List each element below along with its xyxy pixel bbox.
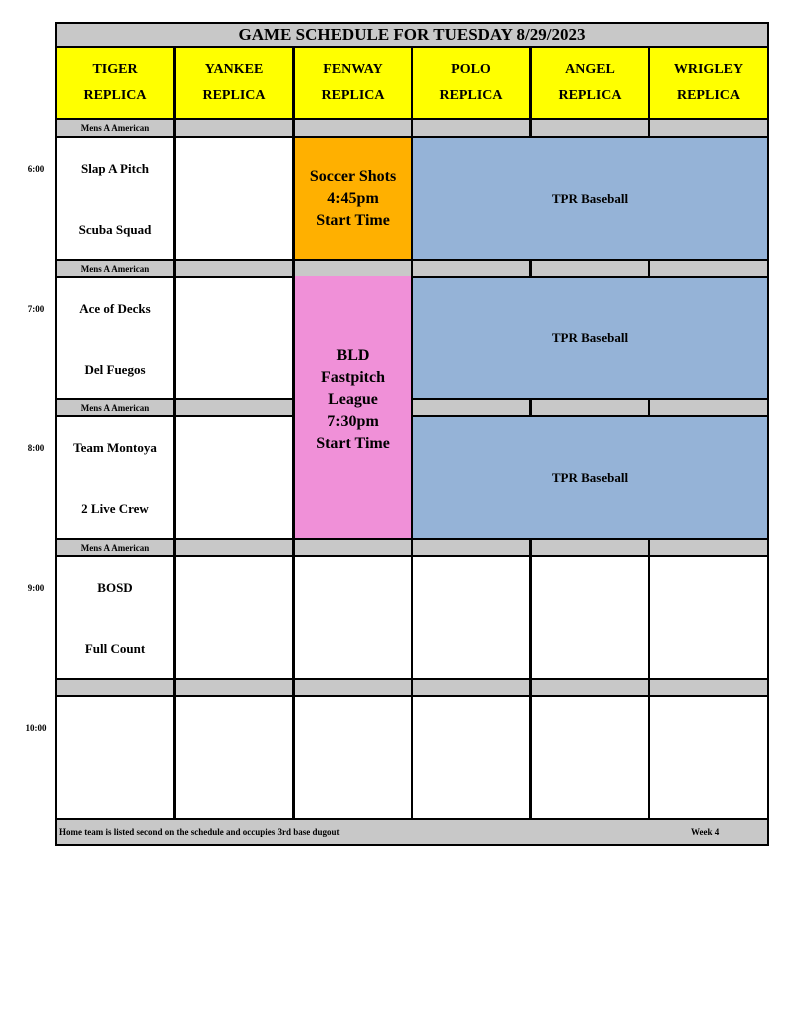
soccer-shots-block <box>295 138 411 259</box>
week-label: Week 4 <box>691 827 720 837</box>
reservation-line: Start Time <box>316 434 390 452</box>
empty-cell <box>176 697 292 818</box>
empty-cell <box>176 278 292 398</box>
division-label: Mens A American <box>57 261 173 276</box>
away-team: Ace of Decks <box>79 301 151 316</box>
tpr-baseball-block: TPR Baseball <box>413 138 767 259</box>
field-sub: REPLICA <box>676 88 740 103</box>
separator-cell <box>413 540 529 555</box>
footer-bar <box>57 820 767 844</box>
time-label: 7:00 <box>27 304 45 314</box>
field-name: FENWAY <box>323 62 383 77</box>
separator-cell <box>413 680 529 695</box>
separator-cell <box>650 400 767 415</box>
empty-cell <box>413 557 529 678</box>
empty-cell <box>176 138 292 259</box>
separator-cell <box>57 680 173 695</box>
home-team: 2 Live Crew <box>81 501 149 516</box>
field-header-yankee <box>176 48 292 118</box>
away-team: BOSD <box>97 580 133 595</box>
empty-cell <box>176 417 292 538</box>
separator-cell <box>532 400 648 415</box>
separator-cell <box>295 540 411 555</box>
field-header-wrigley <box>650 48 767 118</box>
time-label: 8:00 <box>27 443 45 453</box>
separator-cell <box>176 540 292 555</box>
field-sub: REPLICA <box>439 88 503 103</box>
separator-cell <box>532 261 648 276</box>
tpr-baseball-block: TPR Baseball <box>413 278 767 398</box>
reservation-line: League <box>328 390 378 408</box>
field-sub: REPLICA <box>83 88 147 103</box>
field-name: POLO <box>451 62 491 77</box>
home-team: Scuba Squad <box>78 222 152 237</box>
separator-cell <box>413 261 529 276</box>
page-title: GAME SCHEDULE FOR TUESDAY 8/29/2023 <box>57 24 767 46</box>
separator-cell <box>295 261 411 276</box>
field-name: WRIGLEY <box>673 62 744 77</box>
field-name: TIGER <box>92 62 138 77</box>
bld-fastpitch-block <box>295 261 411 538</box>
division-label: Mens A American <box>57 400 173 415</box>
empty-cell <box>413 697 529 818</box>
away-team: Team Montoya <box>73 440 157 455</box>
empty-cell <box>57 697 173 818</box>
tpr-baseball-block: TPR Baseball <box>413 417 767 538</box>
field-header-angel <box>532 48 648 118</box>
empty-cell <box>650 697 767 818</box>
separator-cell <box>295 120 411 136</box>
field-name: YANKEE <box>204 62 264 77</box>
empty-cell <box>532 557 648 678</box>
field-name: ANGEL <box>565 62 615 77</box>
separator-cell <box>532 120 648 136</box>
reservation-line: Fastpitch <box>321 368 385 386</box>
separator-cell <box>413 120 529 136</box>
reservation-line: 4:45pm <box>327 189 379 207</box>
game-cell <box>57 417 173 538</box>
time-label: 10:00 <box>25 723 47 733</box>
reservation-line: 7:30pm <box>327 412 379 430</box>
separator-cell <box>650 540 767 555</box>
separator-cell <box>176 261 292 276</box>
separator-cell <box>650 120 767 136</box>
field-sub: REPLICA <box>321 88 385 103</box>
empty-cell <box>295 557 411 678</box>
division-label: Mens A American <box>57 540 173 555</box>
game-cell <box>57 138 173 259</box>
reservation-line: Soccer Shots <box>309 167 397 185</box>
separator-cell <box>176 400 292 415</box>
field-sub: REPLICA <box>202 88 266 103</box>
field-sub: REPLICA <box>558 88 622 103</box>
separator-cell <box>532 680 648 695</box>
empty-cell <box>650 557 767 678</box>
empty-cell <box>295 697 411 818</box>
field-header-fenway <box>295 48 411 118</box>
home-team: Del Fuegos <box>84 362 146 377</box>
separator-cell <box>413 400 529 415</box>
separator-cell <box>176 120 292 136</box>
time-label: 9:00 <box>27 583 45 593</box>
reservation-line: Start Time <box>316 211 390 229</box>
game-cell <box>57 557 173 678</box>
empty-cell <box>176 557 292 678</box>
field-header-tiger <box>57 48 173 118</box>
separator-cell <box>532 540 648 555</box>
separator-cell <box>176 680 292 695</box>
separator-cell <box>295 680 411 695</box>
reservation-line: BLD <box>336 346 370 364</box>
away-team: Slap A Pitch <box>81 161 149 176</box>
time-label: 6:00 <box>27 164 45 174</box>
separator-cell <box>650 261 767 276</box>
empty-cell <box>532 697 648 818</box>
game-cell <box>57 278 173 398</box>
field-header-polo <box>413 48 529 118</box>
footer-note: Home team is listed second on the schedule and occupies 3rd base dugout <box>59 827 340 837</box>
separator-cell <box>650 680 767 695</box>
home-team: Full Count <box>84 641 146 656</box>
division-label: Mens A American <box>57 120 173 136</box>
